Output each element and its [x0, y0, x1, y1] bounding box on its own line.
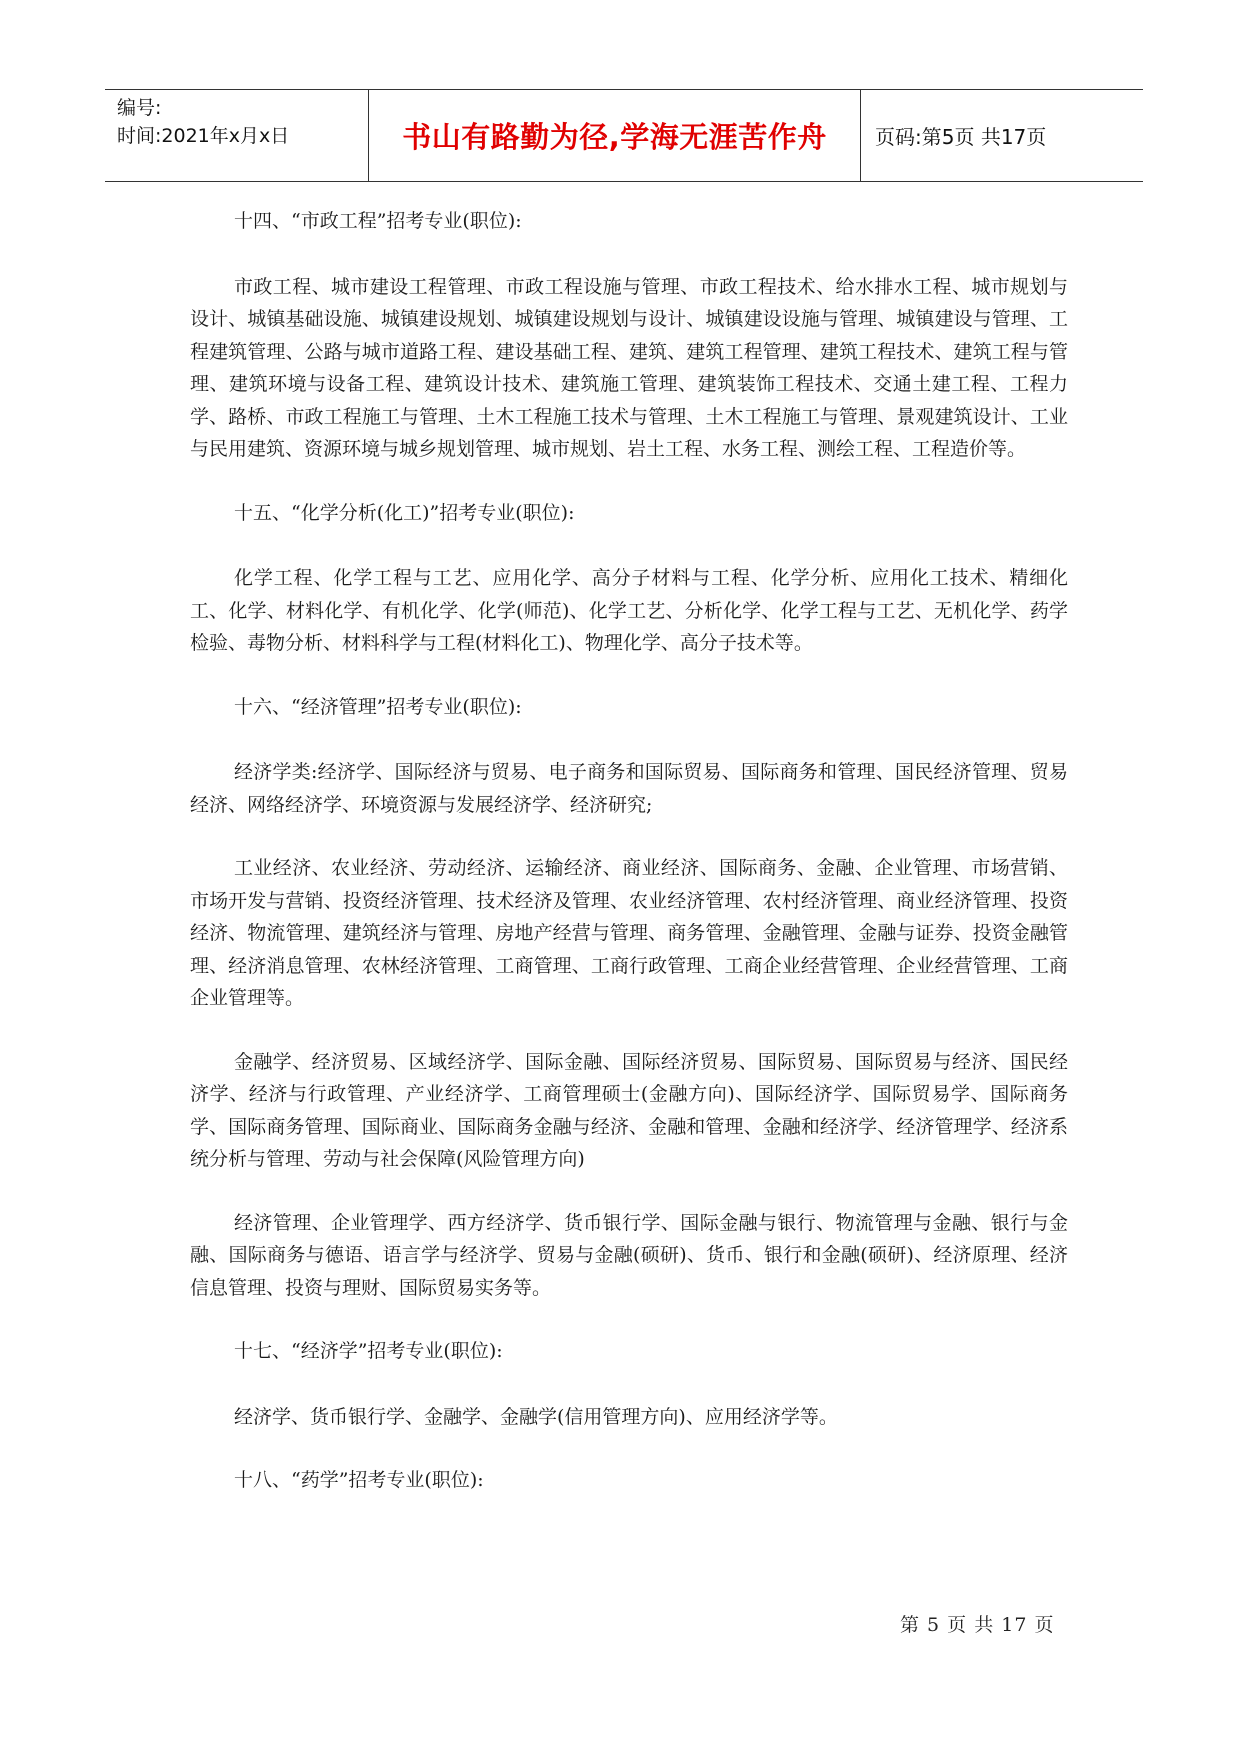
paragraph: 市政工程、城市建设工程管理、市政工程设施与管理、市政工程技术、给水排水工程、城市规划与设计、城镇基础设施、城镇建设规划、城镇建设规划与设计、城镇建设设施与管理、城镇建设与管理、工程建筑管理、公路与城市道路工程、建设基础工程、建筑、建筑工程管理、建筑工程技术、建筑工程与管理、建筑环境与设备工程、建筑设计技术、建筑施工管理、建筑装饰工程技术、交通土建工程、工程力学、路桥、市政工程施工与管理、土木工程施工技术与管理、土木工程施工与管理、景观建筑设计、工业与民用建筑、资源环境与城乡规划管理、城市规划、岩土工程、水务工程、测绘工程、工程造价等。	[190, 275, 1068, 460]
page-header	[105, 89, 1143, 182]
section-heading: 十四、“市政工程”招考专业(职位):	[234, 210, 522, 232]
header-meta	[105, 90, 369, 181]
paragraph: 化学工程、化学工程与工艺、应用化学、高分子材料与工程、化学分析、应用化工技术、精细化工、化学、材料化学、有机化学、化学(师范)、化学工艺、分析化学、化学工程与工艺、无机化学、药学检验、毒物分析、材料科学与工程(材料化工)、物理化学、高分子技术等。	[190, 567, 1068, 654]
paragraph: 工业经济、农业经济、劳动经济、运输经济、商业经济、国际商务、金融、企业管理、市场营销、市场开发与营销、投资经济管理、技术经济及管理、农业经济管理、农村经济管理、商业经济管理、投资经济、物流管理、建筑经济与管理、房地产经营与管理、商务管理、金融管理、金融与证券、投资金融管理、经济消息管理、农林经济管理、工商管理、工商行政管理、工商企业经营管理、企业经营管理、工商企业管理等。	[190, 857, 1068, 1009]
paragraph: 经济学类:经济学、国际经济与贸易、电子商务和国际贸易、国际商务和管理、国民经济管理、贸易经济、网络经济学、环境资源与发展经济学、经济研究;	[190, 761, 1068, 816]
document-time-label: 时间:2021年x月x日	[117, 125, 290, 147]
document-body	[190, 205, 1068, 1497]
section-heading: 十五、“化学分析(化工)”招考专业(职位):	[234, 501, 575, 524]
paragraph: 金融学、经济贸易、区域经济学、国际金融、国际经济贸易、国际贸易、国际贸易与经济、国民经济学、经济与行政管理、产业经济学、工商管理硕士(金融方向)、国际经济学、国际贸易学、国际商务学、国际商务管理、国际商业、国际商务金融与经济、金融和管理、金融和经济学、经济管理学、经济系统分析与管理、劳动与社会保障(风险管理方向)	[190, 1050, 1068, 1170]
document-number-label: 编号:	[117, 97, 162, 119]
header-motto: 书山有路勤为径,学海无涯苦作舟	[369, 90, 861, 181]
section-heading: 十六、“经济管理”招考专业(职位):	[234, 695, 522, 718]
page-footer: 第 5 页 共 17 页	[900, 1614, 1055, 1636]
paragraph: 经济学、货币银行学、金融学、金融学(信用管理方向)、应用经济学等。	[234, 1405, 838, 1428]
header-page-number: 页码:第5页 共17页	[875, 125, 1047, 149]
paragraph: 经济管理、企业管理学、西方经济学、货币银行学、国际金融与银行、物流管理与金融、银行与金融、国际商务与德语、语言学与经济学、贸易与金融(硕研)、货币、银行和金融(硕研)、经济原理、经济信息管理、投资与理财、国际贸易实务等。	[190, 1211, 1068, 1299]
section-heading: 十八、“药学”招考专业(职位):	[234, 1469, 484, 1491]
section-heading: 十七、“经济学”招考专业(职位):	[234, 1340, 503, 1362]
